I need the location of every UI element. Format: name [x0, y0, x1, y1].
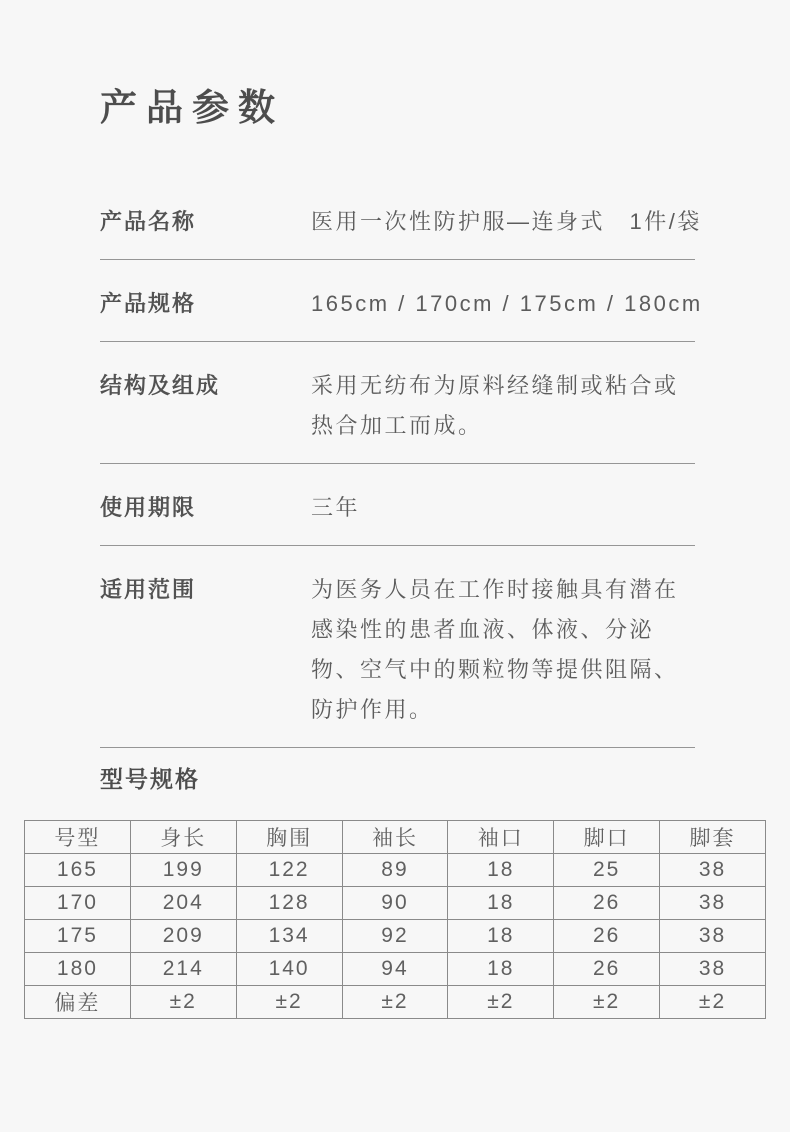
- size-cell: ±2: [660, 986, 766, 1019]
- spec-value: 165cm / 170cm / 175cm / 180cm: [311, 291, 703, 316]
- size-cell: 140: [236, 953, 342, 986]
- size-cell: 134: [236, 920, 342, 953]
- size-cell: ±2: [130, 986, 236, 1019]
- product-parameters-page: [0, 86, 790, 1132]
- size-table-header-cell: 脚套: [660, 821, 766, 854]
- size-cell: 偏差: [25, 986, 131, 1019]
- size-table-row-165: [25, 854, 766, 887]
- size-cell: 25: [554, 854, 660, 887]
- size-cell: 175: [25, 920, 131, 953]
- size-table-header-cell: 袖长: [342, 821, 448, 854]
- spec-row-shelf-life: [100, 464, 695, 546]
- size-cell: 26: [554, 920, 660, 953]
- size-cell: 165: [25, 854, 131, 887]
- size-cell: 209: [130, 920, 236, 953]
- size-table-header-cell: 号型: [25, 821, 131, 854]
- size-cell: ±2: [236, 986, 342, 1019]
- spec-value: 采用无纺布为原料经缝制或粘合或热合加工而成。: [311, 373, 679, 438]
- size-cell: 26: [554, 887, 660, 920]
- size-cell: 38: [660, 854, 766, 887]
- size-cell: 18: [448, 887, 554, 920]
- size-table-row-175: [25, 920, 766, 953]
- size-cell: 199: [130, 854, 236, 887]
- spec-value: 为医务人员在工作时接触具有潜在感染性的患者血液、体液、分泌物、空气中的颗粒物等提供阻隔、防护作用。: [311, 577, 679, 722]
- size-cell: 122: [236, 854, 342, 887]
- spec-label: 使用期限: [100, 495, 197, 520]
- size-table-row-170: [25, 887, 766, 920]
- spec-row-application-scope: [100, 546, 695, 748]
- size-table: [24, 820, 766, 1019]
- size-table-header-cell: 脚口: [554, 821, 660, 854]
- size-cell: 180: [25, 953, 131, 986]
- size-cell: ±2: [342, 986, 448, 1019]
- spec-label: 适用范围: [100, 577, 197, 602]
- page-title: 产品参数: [100, 87, 284, 128]
- spec-value: 医用一次性防护服—连身式 1件/袋: [311, 209, 702, 234]
- size-cell: 170: [25, 887, 131, 920]
- size-section-title: 型号规格: [100, 766, 200, 792]
- size-cell: 214: [130, 953, 236, 986]
- spec-row-product-name: [100, 178, 702, 260]
- size-cell: 94: [342, 953, 448, 986]
- size-table-header-row: [25, 821, 766, 854]
- spec-label: 产品名称: [100, 209, 197, 234]
- spec-label: 结构及组成: [100, 373, 221, 398]
- size-table-row-180: [25, 953, 766, 986]
- size-cell: 90: [342, 887, 448, 920]
- spec-value: 三年: [311, 495, 361, 520]
- size-cell: 18: [448, 854, 554, 887]
- size-cell: 26: [554, 953, 660, 986]
- size-table-header-cell: 胸围: [236, 821, 342, 854]
- size-cell: 128: [236, 887, 342, 920]
- size-cell: 38: [660, 920, 766, 953]
- size-cell: ±2: [554, 986, 660, 1019]
- size-cell: 38: [660, 887, 766, 920]
- size-cell: 89: [342, 854, 448, 887]
- size-table-header-cell: 身长: [130, 821, 236, 854]
- spec-list: [100, 178, 703, 748]
- spec-row-product-spec: [100, 260, 703, 342]
- size-cell: 18: [448, 920, 554, 953]
- size-cell: 18: [448, 953, 554, 986]
- size-cell: 92: [342, 920, 448, 953]
- size-cell: 204: [130, 887, 236, 920]
- size-table-header-cell: 袖口: [448, 821, 554, 854]
- size-cell: 38: [660, 953, 766, 986]
- size-table-row-tolerance: [25, 986, 766, 1019]
- spec-label: 产品规格: [100, 291, 197, 316]
- spec-row-composition: [100, 342, 695, 464]
- size-cell: ±2: [448, 986, 554, 1019]
